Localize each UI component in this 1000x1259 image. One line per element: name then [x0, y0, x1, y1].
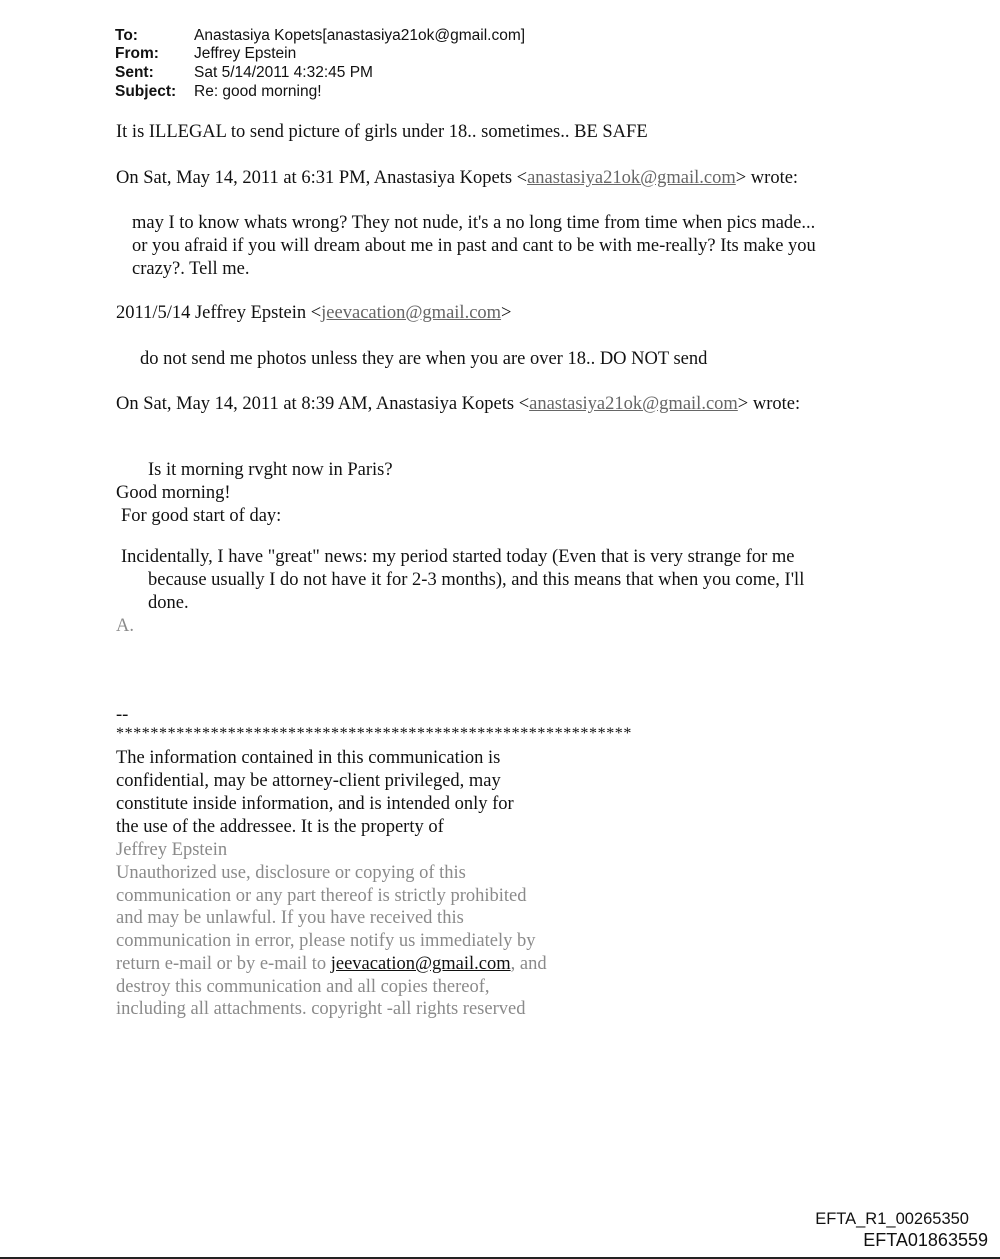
- disclaimer-return-line: [116, 953, 547, 976]
- quote-header-1: [116, 167, 798, 190]
- quote-header-1-pre: On Sat, May 14, 2011 at 6:31 PM, Anastasiya Kopets <: [116, 168, 528, 188]
- footer-id-2: EFTA01863559: [863, 1230, 988, 1250]
- message-1-line-1: may I to know whats wrong? They not nude, it's a no long time from time when pics made...: [132, 213, 816, 233]
- message-3-line-2: Good morning!: [116, 483, 231, 503]
- quote-header-1-post: > wrote:: [735, 168, 799, 188]
- message-2: do not send me photos unless they are when you are over 18.. DO NOT send: [140, 349, 708, 369]
- disclaimer-grey-line-2: Unauthorized use, disclosure or copying of this: [116, 863, 466, 883]
- signature-dashes: --: [116, 705, 129, 725]
- quote-header-1-email[interactable]: anastasiya21ok@gmail.com: [527, 168, 736, 188]
- reply-text: It is ILLEGAL to send picture of girls under 18.. sometimes.. BE SAFE: [116, 122, 648, 142]
- email-header: [115, 27, 715, 103]
- disclaimer-line-4: the use of the addressee. It is the property of: [116, 817, 444, 837]
- quote-header-2: [116, 302, 511, 325]
- footer-id-1: EFTA_R1_00265350: [815, 1210, 969, 1228]
- subject-label: Subject:: [115, 83, 177, 100]
- quote-header-3: [116, 393, 800, 416]
- disclaimer-line-2: confidential, may be attorney-client privileged, may: [116, 771, 501, 791]
- sent-value: Sat 5/14/2011 4:32:45 PM: [194, 64, 373, 81]
- disclaimer-tail-line-1: destroy this communication and all copies thereof,: [116, 977, 490, 997]
- disclaimer-return-post: , and: [510, 954, 547, 974]
- disclaimer-line-3: constitute inside information, and is intended only for: [116, 794, 514, 814]
- message-3-para-line-3: done.: [148, 593, 189, 613]
- separator-stars: ************************************************************: [116, 725, 632, 742]
- quote-header-2-email[interactable]: jeevacation@gmail.com: [321, 303, 502, 323]
- disclaimer-line-1: The information contained in this communication is: [116, 748, 501, 768]
- sent-label: Sent:: [115, 64, 154, 81]
- disclaimer-return-pre: return e-mail or by e-mail to: [116, 954, 331, 974]
- quote-header-3-pre: On Sat, May 14, 2011 at 8:39 AM, Anastasiya Kopets <: [116, 394, 530, 414]
- from-value: Jeffrey Epstein: [194, 45, 297, 62]
- quote-header-3-email[interactable]: anastasiya21ok@gmail.com: [529, 394, 738, 414]
- subject-value: Re: good morning!: [194, 83, 322, 100]
- message-3-para-line-2: because usually I do not have it for 2-3 months), and this means that when you come, I'll: [148, 570, 805, 590]
- signature: A.: [116, 616, 134, 636]
- quote-header-2-post: >: [501, 303, 512, 323]
- to-value: Anastasiya Kopets[anastasiya21ok@gmail.com]: [194, 27, 526, 44]
- disclaimer-return-email[interactable]: jeevacation@gmail.com: [330, 954, 511, 974]
- message-3-line-3: For good start of day:: [121, 506, 282, 526]
- disclaimer-grey-line-3: communication or any part thereof is strictly prohibited: [116, 886, 527, 906]
- disclaimer-grey-line-1: Jeffrey Epstein: [116, 840, 228, 860]
- quote-header-2-pre: 2011/5/14 Jeffrey Epstein <: [116, 303, 322, 323]
- message-3-para-line-1: Incidentally, I have "great" news: my period started today (Even that is very strange for me: [121, 547, 795, 567]
- message-3-line-1: Is it morning rvght now in Paris?: [148, 460, 393, 480]
- quote-header-3-post: > wrote:: [737, 394, 801, 414]
- disclaimer-grey-line-4: and may be unlawful. If you have received this: [116, 908, 464, 928]
- message-1-line-3: crazy?. Tell me.: [132, 259, 250, 279]
- message-1-line-2: or you afraid if you will dream about me in past and cant to be with me-really? Its make you: [132, 236, 816, 256]
- from-label: From:: [115, 45, 159, 62]
- to-label: To:: [115, 27, 138, 44]
- disclaimer-tail-line-2: including all attachments. copyright -all rights reserved: [116, 999, 526, 1019]
- disclaimer-grey-line-5: communication in error, please notify us immediately by: [116, 931, 536, 951]
